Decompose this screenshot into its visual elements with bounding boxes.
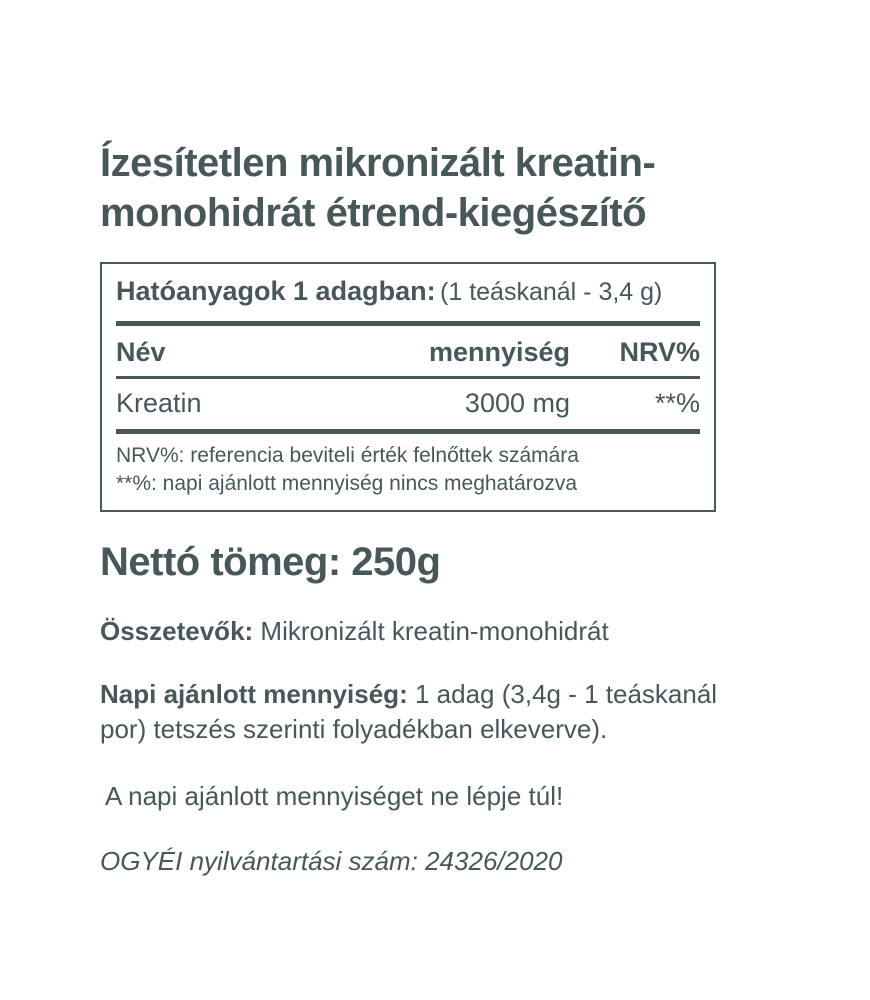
footnote-asterisk: **%: napi ajánlott mennyiség nincs meghatározva — [116, 472, 578, 495]
ingredient-row — [116, 385, 700, 421]
product-label — [100, 138, 760, 879]
ingredients-label: Összetevők: — [100, 616, 254, 646]
column-header-nrv: NRV% — [619, 337, 700, 367]
ingredient-amount: 3000 mg — [464, 388, 570, 418]
facts-footnotes — [116, 442, 700, 498]
divider-thick-bottom — [116, 429, 700, 434]
facts-heading-label: Hatóanyagok 1 adagban: — [116, 276, 436, 306]
column-header-quantity: mennyiség — [428, 337, 570, 367]
facts-header-row — [116, 334, 700, 370]
facts-heading — [116, 274, 700, 313]
divider-thick-top — [116, 321, 700, 326]
ingredients-value: Mikronizált kreatin-monohidrát — [260, 616, 609, 646]
column-header-name: Név — [116, 337, 166, 367]
serving-value: 1 adag (3,4g - 1 teáskanál por) tetszés szerinti folyadékban elkeverve). — [100, 679, 718, 744]
net-weight: Nettó tömeg: 250g — [100, 540, 441, 584]
supplement-facts-box — [100, 262, 716, 512]
footnote-nrv: NRV%: referencia beviteli érték felnőttek számára — [116, 444, 579, 467]
serving-label: Napi ajánlott mennyiség: — [100, 679, 408, 709]
product-title: Ízesítetlen mikronizált kreatin-monohidrát étrend-kiegészítő — [100, 141, 656, 235]
ingredients-text — [100, 614, 742, 649]
ingredient-nrv: **% — [654, 388, 700, 418]
ingredient-name: Kreatin — [116, 388, 202, 418]
divider-thin — [116, 376, 700, 379]
facts-heading-note: (1 teáskanál - 3,4 g) — [440, 278, 663, 306]
warning-text: A napi ajánlott mennyiséget ne lépje túl! — [105, 781, 564, 811]
registration-number: OGYÉI nyilvántartási szám: 24326/2020 — [100, 846, 563, 876]
serving-text — [100, 677, 742, 747]
